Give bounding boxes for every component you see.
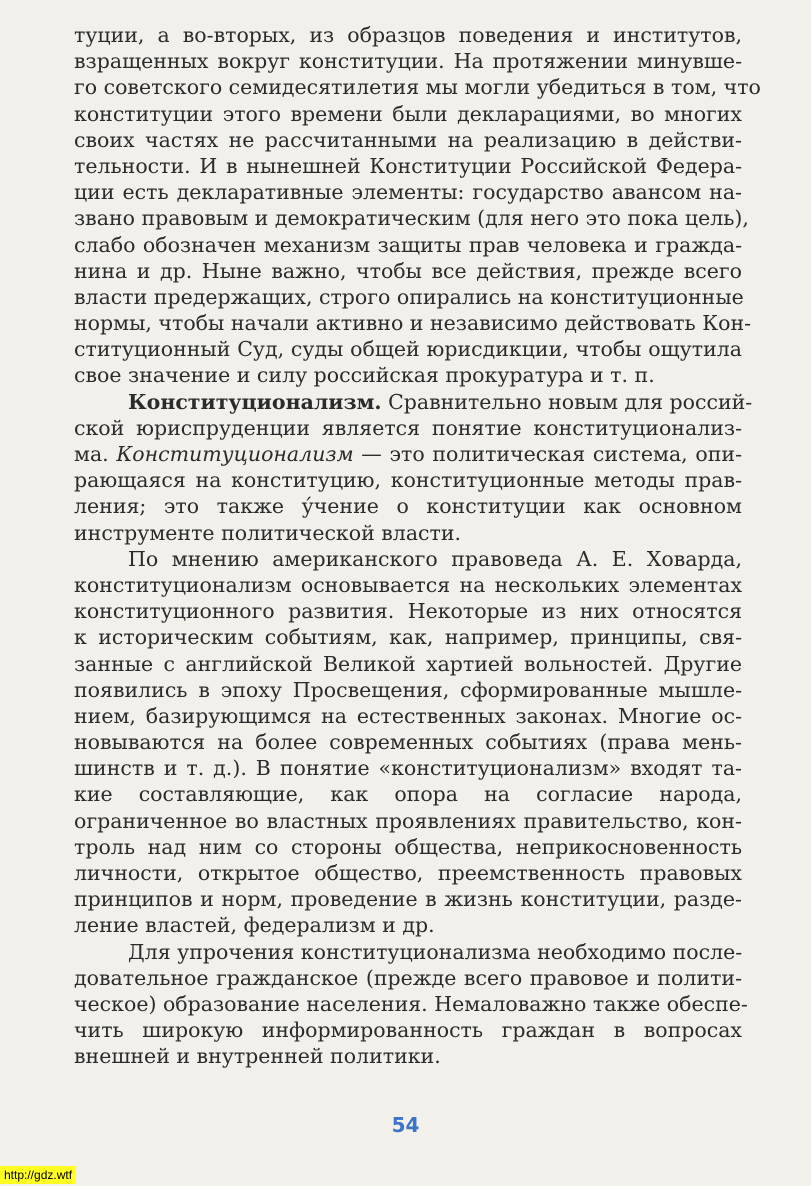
text-line <box>74 572 742 598</box>
text-line <box>74 598 742 624</box>
text-segment: к историческим событиям, как, например, принципы, свя- <box>74 625 742 650</box>
text-segment: свое значение и силу российская прокуратура и т. п. <box>74 363 655 388</box>
text-segment: новываются на более современных событиях (права мень- <box>74 730 742 755</box>
page-number: 54 <box>391 1113 420 1137</box>
text-segment: По мнению американского правоведа А. Е. Ховарда, <box>128 546 742 571</box>
text-line <box>74 415 742 441</box>
text-segment: взращенных вокруг конституции. На протяжении минувше- <box>74 49 742 74</box>
text-segment: туции, а во-вторых, из образцов поведения и институтов, <box>74 23 742 47</box>
text-line <box>74 651 742 677</box>
text-line <box>74 781 742 807</box>
text-line <box>74 205 749 231</box>
text-segment: Для упрочения конституционализма необходимо после- <box>128 939 743 964</box>
text-line <box>74 939 742 965</box>
text-line <box>74 886 742 912</box>
text-segment: ции есть декларативные элементы: государство авансом на- <box>74 180 742 205</box>
text-segment: чить широкую информированность граждан в вопросах <box>74 1018 742 1043</box>
text-line <box>74 677 742 703</box>
text-segment: довательное гражданское (прежде всего правовое и полити- <box>74 965 742 990</box>
paragraph <box>74 389 753 546</box>
text-segment: троль над ним со стороны общества, неприкосновенность <box>74 834 742 859</box>
text-line <box>74 493 742 519</box>
text-segment: ституционный Суд, суды общей юрисдикции, чтобы ощутила <box>74 337 742 362</box>
text-line <box>74 389 753 415</box>
text-line <box>74 703 742 729</box>
text-line <box>74 860 742 886</box>
body-text <box>74 22 761 1070</box>
text-segment: внешней и внутренней политики. <box>74 1044 441 1069</box>
text-line <box>74 179 742 205</box>
text-segment: ской юриспруденции является понятие конституционализ- <box>74 415 742 440</box>
watermark-link[interactable]: http://gdz.wtf <box>0 1166 76 1184</box>
text-segment: слабо обозначен механизм защиты прав человека и гражда- <box>74 232 742 257</box>
text-line <box>74 1017 742 1043</box>
text-segment: ограниченное во властных проявлениях правительство, кон- <box>74 808 742 833</box>
text-segment: ление властей, федерализм и др. <box>74 913 435 938</box>
text-line <box>74 624 742 650</box>
text-segment: шинств и т. д.). В понятие «конституционализм» входят та- <box>74 756 742 781</box>
text-line <box>74 284 742 310</box>
text-line <box>74 258 742 284</box>
text-line <box>74 101 742 127</box>
text-segment: нием, базирующимся на естественных законах. Многие ос- <box>74 703 742 728</box>
text-line <box>74 441 742 467</box>
text-line <box>74 127 742 153</box>
paragraph <box>74 22 761 389</box>
text-segment: конституции этого времени были декларациями, во многих <box>74 101 742 126</box>
text-segment: конституционного развития. Некоторые из них относятся <box>74 599 742 624</box>
paragraph <box>74 939 748 1070</box>
paragraph <box>74 546 742 939</box>
text-line <box>74 520 742 546</box>
text-segment: занные с английской Великой хартией вольностей. Другие <box>74 651 742 676</box>
text-line <box>74 232 742 258</box>
text-line <box>74 48 742 74</box>
text-line <box>74 336 742 362</box>
text-line <box>74 965 742 991</box>
text-segment: ческое) образование населения. Немаловажно также обеспе- <box>74 991 748 1016</box>
text-line <box>74 74 761 100</box>
text-segment: тельности. И в нынешней Конституции Российской Федера- <box>74 153 742 178</box>
text-line <box>74 467 742 493</box>
text-segment: появились в эпоху Просвещения, сформированные мышле- <box>74 677 742 702</box>
text-segment: Сравнительно новым для россий- <box>381 389 753 414</box>
text-line <box>74 1043 742 1069</box>
text-line <box>74 834 742 860</box>
text-segment: звано правовым и демократическим (для него это пока цель), <box>74 206 749 231</box>
text-segment: — это политическая система, опи- <box>353 442 743 466</box>
text-line <box>74 22 742 48</box>
text-segment: инструменте политической власти. <box>74 520 462 545</box>
text-line <box>74 912 742 938</box>
bold-term: Конституционализм. <box>128 389 382 414</box>
text-line <box>74 362 742 388</box>
text-segment: власти предержащих, строго опирались на конституционные <box>74 284 744 309</box>
text-line <box>74 310 752 336</box>
text-segment: кие составляющие, как опора на согласие народа, <box>74 782 742 807</box>
text-segment: го советского семидесятилетия мы могли убедиться в том, что <box>74 75 761 100</box>
text-segment: ления; это также у́чение о конституции как основном <box>74 494 742 519</box>
text-segment: своих частях не рассчитанными на реализацию в действи- <box>74 127 742 152</box>
text-line <box>74 755 742 781</box>
text-segment: личности, открытое общество, преемственность правовых <box>74 861 742 885</box>
italic-term: Конституционализм <box>116 442 354 466</box>
text-line <box>74 153 742 179</box>
text-line <box>74 808 742 834</box>
text-segment: ма. <box>74 442 117 466</box>
text-segment: конституционализм основывается на нескольких элементах <box>74 572 742 597</box>
text-segment: рающаяся на конституцию, конституционные методы прав- <box>74 468 742 493</box>
text-segment: нина и др. Ныне важно, чтобы все действия, прежде всего <box>74 258 742 283</box>
text-line <box>74 991 748 1017</box>
text-segment: нормы, чтобы начали активно и независимо действовать Кон- <box>74 311 752 336</box>
text-line <box>74 729 742 755</box>
text-line <box>74 546 742 572</box>
text-segment: принципов и норм, проведение в жизнь конституции, разде- <box>74 887 742 912</box>
